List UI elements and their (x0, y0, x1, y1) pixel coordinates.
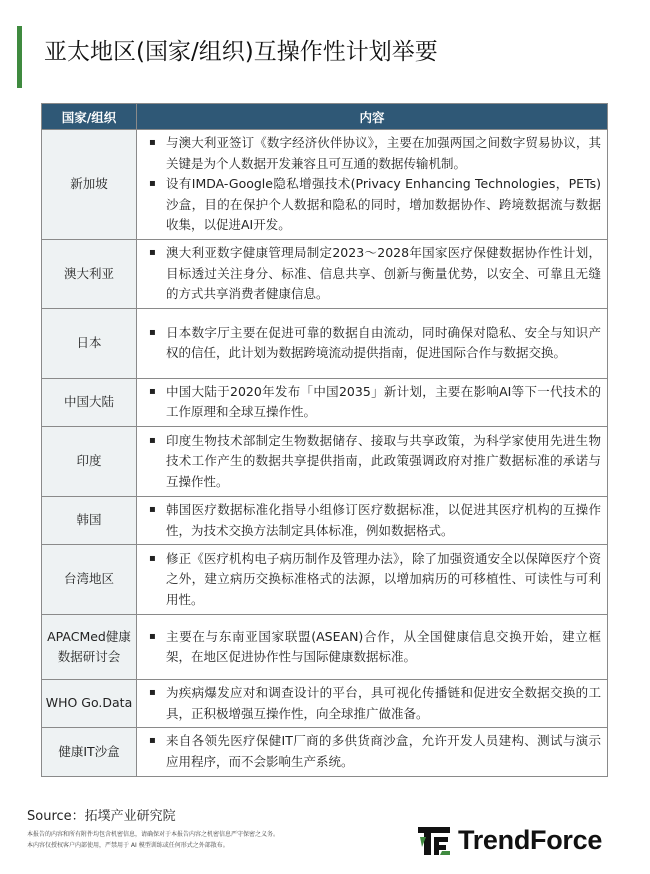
content-list (147, 243, 601, 305)
disclaimer (27, 829, 279, 851)
content-list (147, 323, 601, 364)
content-list (147, 382, 601, 423)
list-item: ▪ 日本数字厅主要在促进可靠的数据自由流动，同时确保对隐私、安全与知识产权的信任，此计划为数据跨境流动提供指南，促进国际合作与数据交换。 (147, 323, 601, 364)
trendforce-logo-icon (418, 827, 450, 855)
table-row (42, 426, 608, 496)
table-row (42, 615, 608, 680)
content-cell (137, 130, 608, 240)
header-region: 国家/组织 (42, 104, 137, 130)
content-list (147, 133, 601, 236)
region-cell: 台湾地区 (42, 545, 137, 615)
region-cell: 韩国 (42, 496, 137, 544)
region-cell: 日本 (42, 308, 137, 378)
region-cell: 中国大陆 (42, 378, 137, 426)
header-content: 内容 (137, 104, 608, 130)
content-list (147, 500, 601, 541)
source-note: Source：拓墣产业研究院 (27, 809, 176, 824)
list-item: ▪ 设有IMDA-Google隐私增强技术(Privacy Enhancing Technologies，PETs)沙盒，目的在保护个人数据和隐私的同时，增加数据协作、跨境数据流与数据收集，以促进AI开发。 (147, 174, 601, 236)
content-cell (137, 426, 608, 496)
list-item: ▪ 中国大陆于2020年发布「中国2035」新计划，主要在影响AI等下一代技术的工作原理和全球互操作性。 (147, 382, 601, 423)
region-cell: APACMed健康数据研讨会 (42, 615, 137, 680)
content-cell (137, 496, 608, 544)
table-row (42, 130, 608, 240)
table-body (42, 130, 608, 777)
table-row (42, 239, 608, 308)
table-row (42, 545, 608, 615)
content-list (147, 627, 601, 668)
trendforce-logo (418, 825, 602, 856)
content-cell (137, 680, 608, 728)
table-row (42, 308, 608, 378)
page-title: 亚太地区(国家/组织)互操作性计划举要 (44, 39, 438, 65)
region-cell: 澳大利亚 (42, 239, 137, 308)
content-cell (137, 308, 608, 378)
content-list (147, 431, 601, 493)
region-cell: 健康IT沙盒 (42, 728, 137, 776)
list-item: ▪ 澳大利亚数字健康管理局制定2023～2028年国家医疗保健数据协作性计划，目标透过关注身分、标准、信息共享、创新与衡量优势，以安全、可靠且无缝的方式共享消费者健康信息。 (147, 243, 601, 305)
table-row (42, 728, 608, 776)
list-item: ▪ 印度生物技术部制定生物数据储存、接取与共享政策，为科学家使用先进生物技术工作产生的数据共享提供指南，此政策强调政府对推广数据标准的承诺与互操作性。 (147, 431, 601, 493)
content-cell (137, 378, 608, 426)
list-item: ▪ 韩国医疗数据标准化指导小组修订医疗数据标准，以促进其医疗机构的互操作性，为技术交换方法制定具体标准，例如数据格式。 (147, 500, 601, 541)
content-cell (137, 615, 608, 680)
list-item: ▪ 主要在与东南亚国家联盟(ASEAN)合作，从全国健康信息交换开始，建立框架，在地区促进协作性与国际健康数据标准。 (147, 627, 601, 668)
table-row (42, 680, 608, 728)
content-list (147, 683, 601, 724)
content-list (147, 549, 601, 611)
disclaimer-line: 本报告的内容和所有附件均包含机密信息，请确保对于本报告内容之机密信息严守保密之义务。 (27, 831, 280, 838)
region-cell: 印度 (42, 426, 137, 496)
interoperability-table (41, 103, 608, 777)
table-row (42, 378, 608, 426)
content-cell (137, 239, 608, 308)
list-item: ▪ 为疾病爆发应对和调查设计的平台，具可视化传播链和促进安全数据交换的工具，正积极增强互操作性，向全球推广做准备。 (147, 683, 601, 724)
logo-text: TrendForce (458, 825, 603, 855)
content-cell (137, 545, 608, 615)
region-cell: 新加坡 (42, 130, 137, 240)
list-item: ▪ 来自各领先医疗保健IT厂商的多供货商沙盒，允许开发人员建构、测试与演示应用程序，而不会影响生产系统。 (147, 731, 601, 772)
title-accent-bar (17, 26, 22, 88)
region-cell: WHO Go.Data (42, 680, 137, 728)
content-list (147, 731, 601, 772)
table-header-row (42, 104, 608, 130)
list-item: ▪ 修正《医疗机构电子病历制作及管理办法》，除了加强资通安全以保障医疗个资之外，建立病历交换标准格式的法源，以增加病历的可移植性、可读性与可利用性。 (147, 549, 601, 611)
disclaimer-line: 本内容仅授权客户内部使用，严禁用于 AI 模型训练或任何形式之外部散布。 (27, 842, 229, 849)
content-cell (137, 728, 608, 776)
table-row (42, 496, 608, 544)
list-item: ▪ 与澳大利亚签订《数字经济伙伴协议》，主要在加强两国之间数字贸易协议，其关键是为个人数据开发兼容且可互通的数据传输机制。 (147, 133, 601, 174)
